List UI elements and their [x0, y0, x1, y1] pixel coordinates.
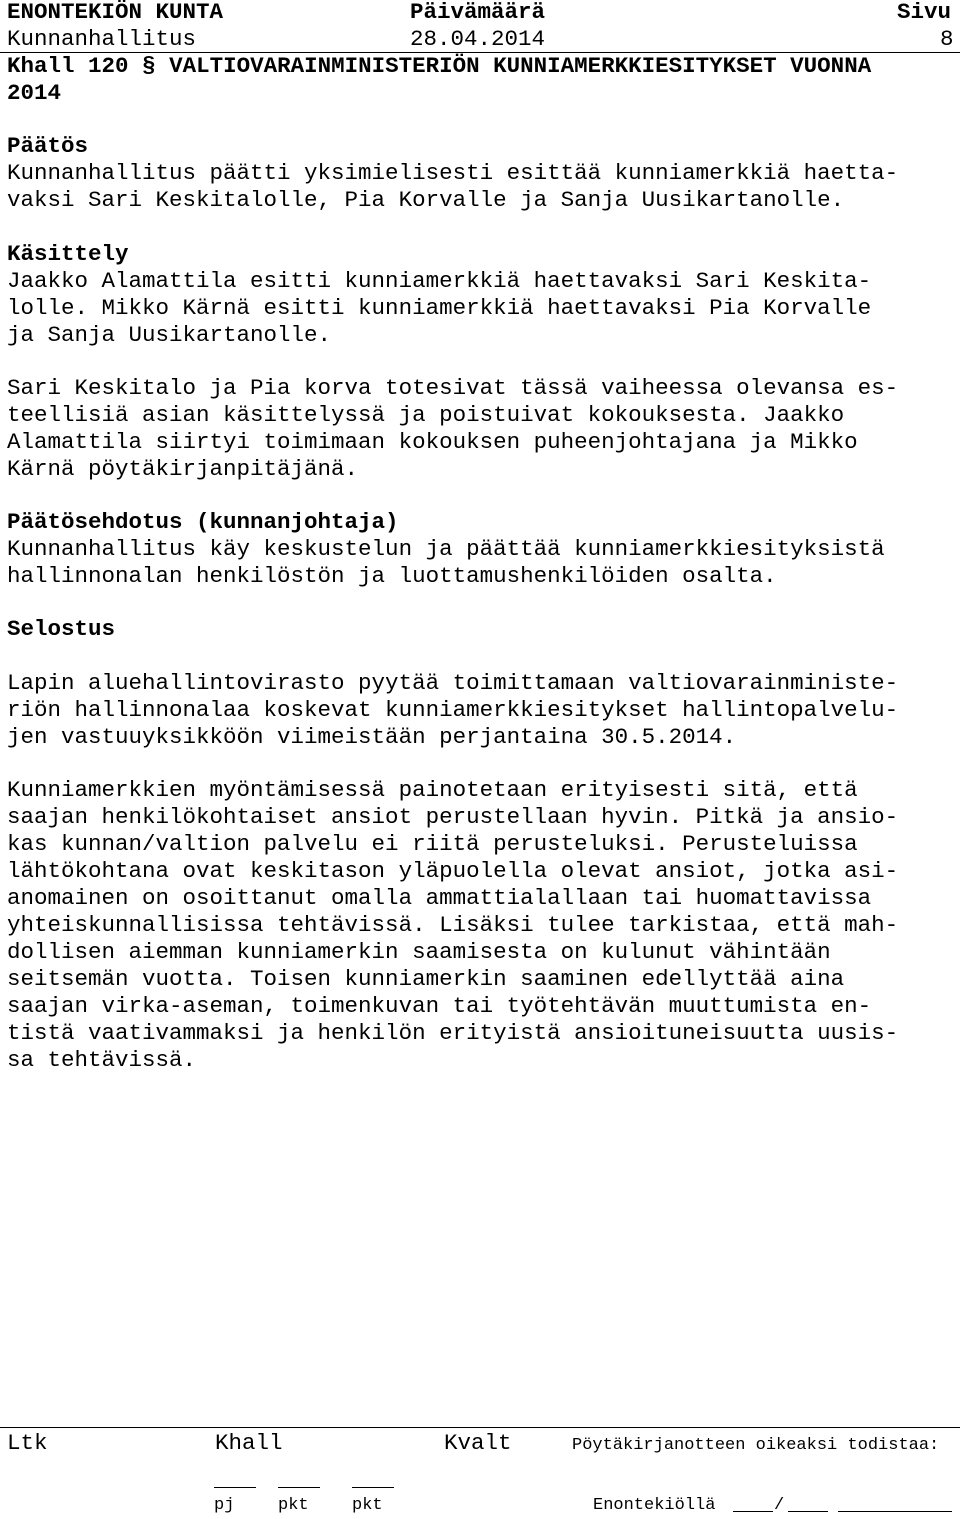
- decision-line: Kunnanhallitus päätti yksimielisesti esittää kunniamerkkiä haetta-: [7, 160, 899, 186]
- footer-khall: Khall: [215, 1430, 283, 1456]
- explanation-line: riön hallinnonalaa koskevat kunniamerkkiesitykset hallintopalvelu-: [7, 697, 899, 723]
- section-title-text: VALTIOVARAINMINISTERIÖN KUNNIAMERKKIESITYKSET VUONNA: [169, 53, 872, 79]
- footer-pkt: pkt: [352, 1496, 383, 1515]
- org-name: ENONTEKIÖN KUNTA: [7, 0, 224, 25]
- handling-line: Jaakko Alamattila esitti kunniamerkkiä haettavaksi Sari Keskita-: [7, 268, 872, 294]
- handling-line: Alamattila siirtyi toimimaan kokouksen puheenjohtajana ja Mikko: [7, 429, 858, 455]
- section-title: [7, 53, 871, 80]
- handling-line: teellisiä asian käsittelyssä ja poistuivat kokouksesta. Jaakko: [7, 402, 845, 428]
- footer-certify: Pöytäkirjanotteen oikeaksi todistaa:: [572, 1436, 940, 1455]
- signature-blank-pkt1: [278, 1487, 320, 1488]
- section-number: Khall 120: [7, 53, 129, 79]
- footer-pj: pj: [214, 1496, 235, 1515]
- handling-line: Sari Keskitalo ja Pia korva totesivat tässä vaiheessa olevansa es-: [7, 375, 899, 401]
- explanation-line: lähtökohtana ovat keskitason yläpuolella olevat ansiot, jotka asi-: [7, 858, 899, 884]
- explanation-heading: Selostus: [7, 616, 116, 642]
- explanation-line: sa tehtävissä.: [7, 1047, 197, 1073]
- handling-line: lolle. Mikko Kärnä esitti kunniamerkkiä haettavaksi Pia Korvalle: [7, 295, 872, 321]
- meeting-date: 28.04.2014: [410, 26, 546, 52]
- explanation-line: tistä vaativammaksi ja henkilön erityistä ansioituneisuutta uusis-: [7, 1020, 899, 1046]
- explanation-line: saajan virka-aseman, toimenkuvan tai työtehtävän muuttumista en-: [7, 993, 872, 1019]
- page-number: 8: [940, 26, 954, 52]
- decision-line: vaksi Sari Keskitalolle, Pia Korvalle ja Sanja Uusikartanolle.: [7, 187, 845, 213]
- explanation-line: anomainen on osoittanut omalla ammattialallaan tai huomattavissa: [7, 885, 872, 911]
- explanation-line: seitsemän vuotta. Toisen kunniamerkin saaminen edellyttää aina: [7, 966, 845, 992]
- date-blank-month: [788, 1511, 828, 1512]
- explanation-line: kas kunnan/valtion palvelu ei riitä perusteluksi. Perusteluissa: [7, 831, 858, 857]
- handling-line: ja Sanja Uusikartanolle.: [7, 322, 332, 348]
- footer-ltk: Ltk: [7, 1430, 48, 1456]
- explanation-line: Kunniamerkkien myöntämisessä painotetaan erityisesti sitä, että: [7, 777, 858, 803]
- footer-kvalt: Kvalt: [444, 1430, 512, 1456]
- footer-enontekiolla: Enontekiöllä: [593, 1496, 716, 1515]
- handling-heading: Käsittely: [7, 241, 129, 267]
- section-title-year: 2014: [7, 80, 62, 106]
- date-label: Päivämäärä: [410, 0, 546, 25]
- handling-line: Kärnä pöytäkirjanpitäjänä.: [7, 456, 359, 482]
- signature-blank-pkt2: [352, 1487, 394, 1488]
- proposal-line: Kunnanhallitus käy keskustelun ja päättää kunniamerkkiesityksistä: [7, 536, 885, 562]
- explanation-line: saajan henkilökohtaiset ansiot perustellaan hyvin. Pitkä ja ansio-: [7, 804, 899, 830]
- explanation-line: Lapin aluehallintovirasto pyytää toimittamaan valtiovarainministe-: [7, 670, 899, 696]
- explanation-line: jen vastuuyksikköön viimeistään perjantaina 30.5.2014.: [7, 724, 737, 750]
- proposal-line: hallinnonalan henkilöstön ja luottamushenkilöiden osalta.: [7, 563, 777, 589]
- footer-pkt: pkt: [278, 1496, 309, 1515]
- signature-blank-pj: [214, 1487, 256, 1488]
- meeting-body: Kunnanhallitus: [7, 26, 197, 52]
- date-blank-day: [733, 1511, 773, 1512]
- proposal-heading: Päätösehdotus (kunnanjohtaja): [7, 509, 399, 535]
- footer-divider: [0, 1427, 960, 1428]
- paragraph-symbol-icon: §: [142, 53, 156, 79]
- decision-heading: Päätös: [7, 133, 89, 159]
- footer-slash: /: [774, 1496, 785, 1515]
- page-label: Sivu: [897, 0, 952, 25]
- explanation-line: yhteiskunnallisissa tehtävissä. Lisäksi tulee tarkistaa, että mah-: [7, 912, 899, 938]
- explanation-line: dollisen aiemman kunniamerkin saamisesta on kulunut vähintään: [7, 939, 831, 965]
- signature-blank-certifier: [838, 1511, 952, 1512]
